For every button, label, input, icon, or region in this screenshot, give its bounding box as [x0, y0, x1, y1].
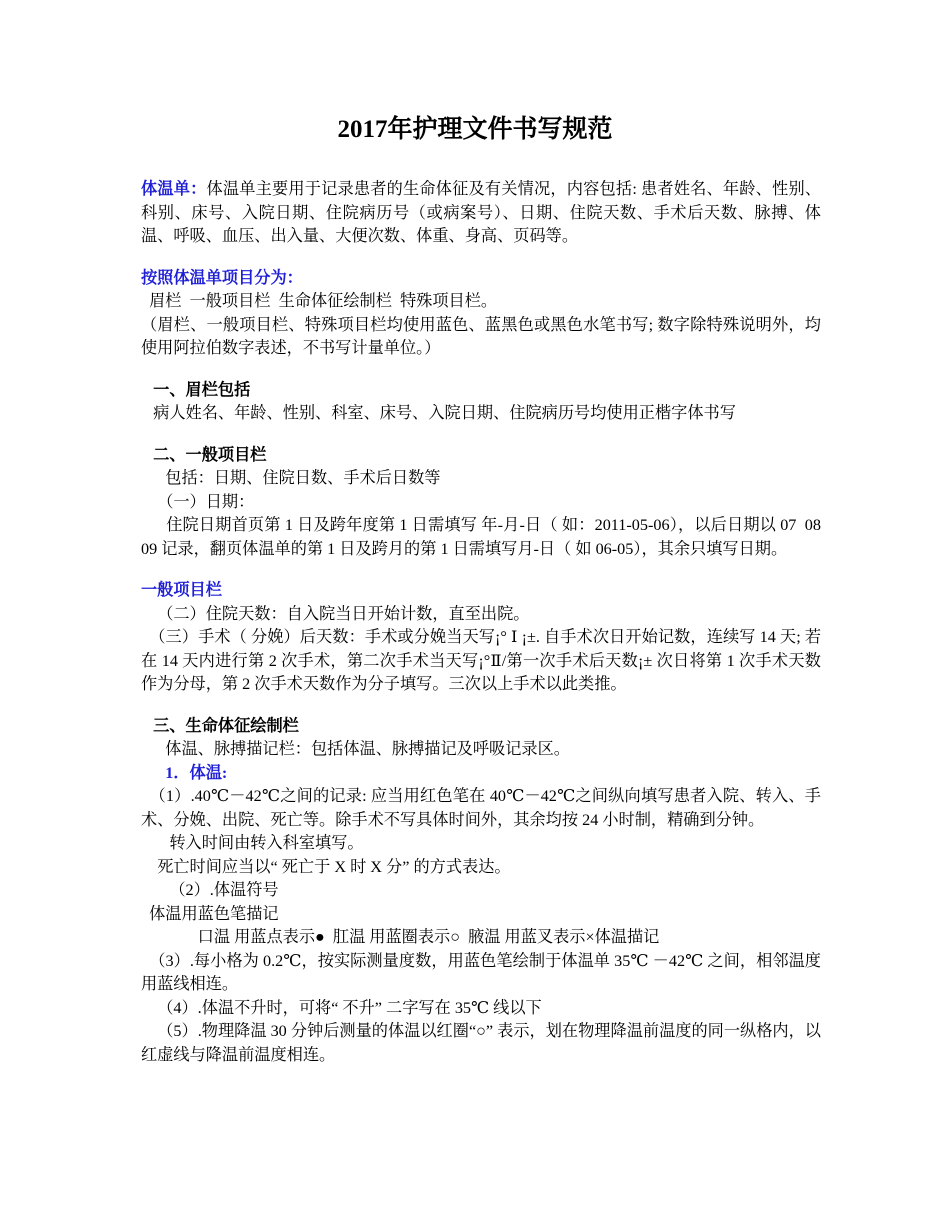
- yiban-heading: 二、一般项目栏: [141, 445, 267, 464]
- tiwen-p9: （5）.物理降温 30 分钟后测量的体温以红圈“○” 表示，划在物理降温前温度的同一纵格内，以红虚线与降温前温度相连。: [141, 1022, 821, 1064]
- meilan-heading: 一、眉栏包括: [141, 380, 251, 399]
- yiban-line3: 住院日期首页第 1 日及跨年度第 1 日需填写 年-月-日（ 如：2011-05-06），以后日期以 07 08 09 记录，翻页体温单的第 1 日及跨月的第 1 日需填写月-日（ 如 06-05），其余只填写日期。: [141, 516, 830, 558]
- tiwendan-label: 体温单：: [141, 180, 207, 198]
- tiwen-p4: （2）.体温符号: [141, 881, 279, 899]
- yiban-line1: 包括：日期、住院日数、手术后日数等: [141, 469, 441, 487]
- tiwen-p7: （3）.每小格为 0.2℃，按实际测量度数，用蓝色笔绘制于体温单 35℃ －42℃ 之间，相邻温度用蓝线相连。: [141, 951, 821, 993]
- spacer: [141, 426, 821, 444]
- yiban2-line1: （二）住院天数：自入院当日开始计数，直至出院。: [141, 604, 530, 623]
- fenlei-line1: 眉栏 一般项目栏 生命体征绘制栏 特殊项目栏。: [141, 292, 498, 310]
- tiwen-p1: （1）.40℃－42℃之间的记录: 应当用红色笔在 40℃－42℃之间纵向填写患者入院、转入、手术、分娩、出院、死亡等。除手术不写具体时间外，其余均按 24 小时制，精确到分钟。: [141, 787, 821, 829]
- document-title: 2017年护理文件书写规范: [337, 116, 613, 143]
- tiwen-p3: 死亡时间应当以“ 死亡于 X 时 X 分” 的方式表达。: [141, 857, 511, 876]
- spacer: [141, 249, 821, 267]
- tiwendan-paragraph: [141, 178, 821, 249]
- spacer: [141, 697, 821, 715]
- shengming-line1: 体温、脉搏描记栏：包括体温、脉搏描记及呼吸记录区。: [141, 740, 570, 758]
- tiwendan-text: 体温单主要用于记录患者的生命体征及有关情况，内容包括: 患者姓名、年龄、性别、科别、床号、入院日期、住院病历号（或病案号）、日期、住院天数、手术后天数、脉搏、体温、呼吸、血压、出入量、大便次数、体重、身高、页码等。: [141, 180, 822, 245]
- document-body: [141, 178, 830, 1067]
- fenlei-line2: （眉栏、一般项目栏、特殊项目栏均使用蓝色、蓝黑色或黑色水笔书写; 数字除特殊说明外，均使用阿拉伯数字表述，不书写计量单位。）: [141, 315, 821, 357]
- tiwen-p8: （4）.体温不升时，可将“ 不升” 二字写在 35℃ 线以下: [141, 998, 542, 1017]
- tiwen-p6: 口温 用蓝点表示● 肛温 用蓝圈表示○ 腋温 用蓝叉表示×体温描记: [141, 928, 660, 946]
- fenlei-heading: 按照体温单项目分为：: [141, 268, 303, 287]
- yiban2-line2: （三）手术（ 分娩）后天数：手术或分娩当天写¡° Ⅰ ¡±. 自手术次日开始记数，连续写 14 天; 若在 14 天内进行第 2 次手术，第二次手术当天写¡°Ⅱ/第一次手术后天数¡± 次日将第 1 次手术天数作为分母，第 2 次手术天数作为分子填写。三次以上手术以此类推。: [141, 628, 822, 693]
- yiban2-heading: 一般项目栏: [141, 581, 222, 599]
- yiban-line2: （一）日期：: [141, 492, 255, 511]
- meilan-text: 病人姓名、年龄、性别、科室、床号、入院日期、住院病历号均使用正楷字体书写: [141, 404, 736, 422]
- tiwen-p2: 转入时间由转入科室填写。: [141, 834, 364, 852]
- spacer: [141, 361, 821, 379]
- tiwen-p5: 体温用蓝色笔描记: [141, 904, 279, 923]
- spacer: [141, 561, 821, 579]
- tiwen-subheading: 1．体温:: [141, 763, 228, 782]
- shengming-heading: 三、生命体征绘制栏: [141, 716, 299, 735]
